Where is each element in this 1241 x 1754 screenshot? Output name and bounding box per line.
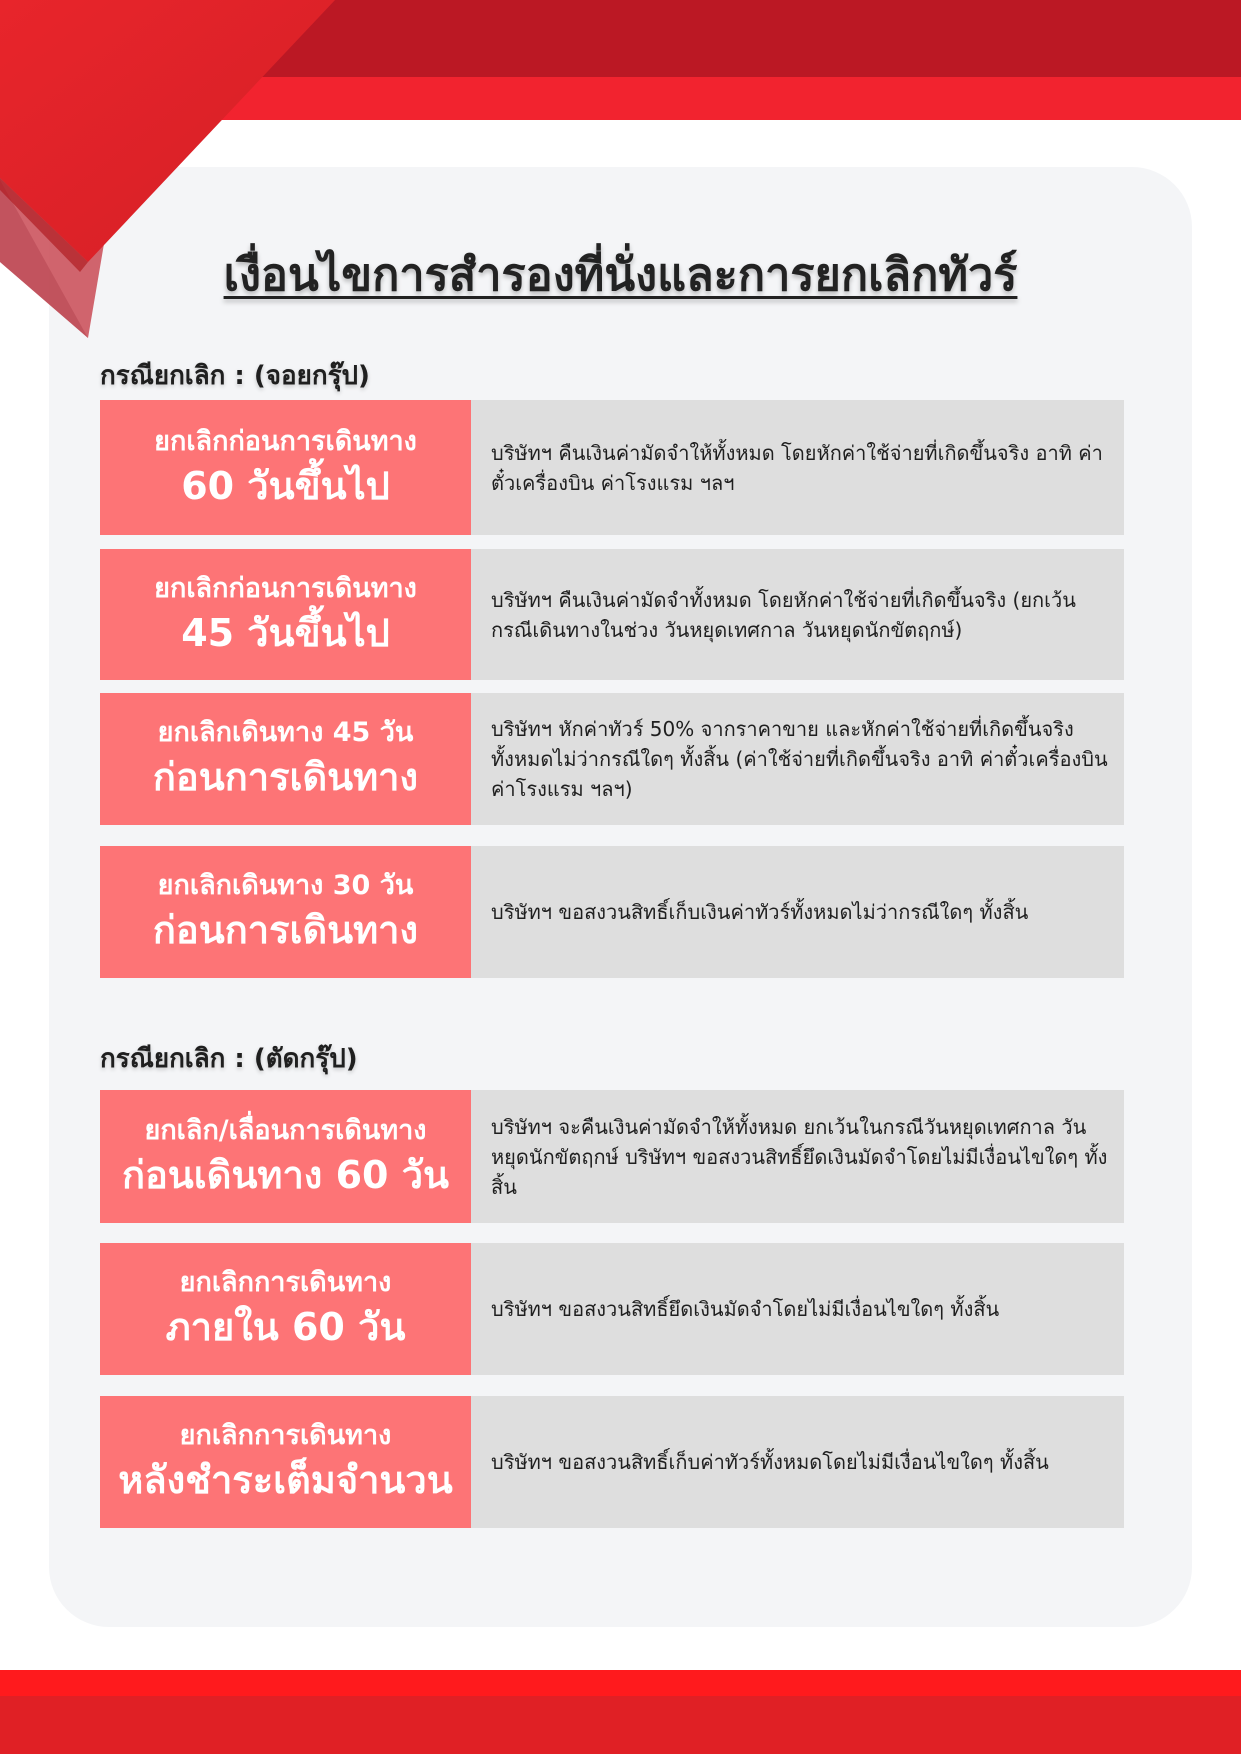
section-heading-join-group: กรณียกเลิก : (จอยกรุ๊ป)	[100, 361, 370, 391]
condition-label-line1: ยกเลิกเดินทาง 30 วัน	[157, 870, 414, 901]
condition-label-line1: ยกเลิกก่อนการเดินทาง	[154, 572, 417, 604]
condition-label-line1: ยกเลิกการเดินทาง	[179, 1420, 392, 1451]
condition-detail-box	[471, 693, 1124, 825]
condition-detail-box	[471, 846, 1124, 978]
condition-label-line2: ภายใน 60 วัน	[165, 1305, 406, 1349]
condition-label-box	[100, 549, 471, 680]
condition-label-box	[100, 400, 471, 535]
condition-row	[100, 846, 1124, 978]
condition-detail-text: บริษัทฯ ขอสงวนสิทธิ์ยึดเงินมัดจำโดยไม่มีเงื่อนไขใดๆ ทั้งสิ้น	[491, 1297, 1000, 1321]
condition-detail-text: บริษัทฯ หักค่าทัวร์ 50% จากราคาขาย และหักค่าใช้จ่ายที่เกิดขึ้นจริงทั้งหมดไม่ว่ากรณีใดๆ ทั้งสิ้น (ค่าใช้จ่ายที่เกิดขึ้นจริง อาทิ ค่าตั๋วเครื่องบิน ค่าโรงแรม ฯลฯ)	[491, 717, 1108, 801]
condition-label-line2: ก่อนเดินทาง 60 วัน	[121, 1152, 450, 1197]
condition-label-line2: 45 วันขึ้นไป	[181, 610, 390, 655]
condition-detail-text: บริษัทฯ ขอสงวนสิทธิ์เก็บเงินค่าทัวร์ทั้งหมดไม่ว่ากรณีใดๆ ทั้งสิ้น	[491, 900, 1029, 924]
condition-detail-box	[471, 1396, 1124, 1528]
condition-detail-box	[471, 549, 1124, 680]
condition-label-line1: ยกเลิก/เลื่อนการเดินทาง	[144, 1114, 427, 1146]
condition-label-line1: ยกเลิกการเดินทาง	[179, 1267, 392, 1298]
condition-label-box	[100, 1090, 471, 1223]
condition-row	[100, 400, 1124, 535]
condition-label-line1: ยกเลิกเดินทาง 45 วัน	[157, 717, 414, 748]
condition-label-line2: ก่อนการเดินทาง	[152, 908, 419, 952]
condition-detail-text: บริษัทฯ คืนเงินค่ามัดจำทั้งหมด โดยหักค่าใช้จ่ายที่เกิดขึ้นจริง (ยกเว้นกรณีเดินทางในช่วง วันหยุดเทศกาล วันหยุดนักขัตฤกษ์)	[491, 587, 1076, 642]
condition-row	[100, 693, 1124, 825]
condition-label-box	[100, 1243, 471, 1375]
condition-label-box	[100, 693, 471, 825]
condition-label-line2: 60 วันขึ้นไป	[181, 463, 390, 508]
condition-detail-box	[471, 400, 1124, 535]
condition-detail-box	[471, 1090, 1124, 1223]
condition-label-line2: ก่อนการเดินทาง	[152, 755, 419, 799]
condition-detail-box	[471, 1243, 1124, 1375]
condition-label-line2: หลังชำระเต็มจำนวน	[118, 1458, 453, 1502]
condition-label-box	[100, 1396, 471, 1528]
condition-label-box	[100, 846, 471, 978]
footer-band-light	[0, 1670, 1241, 1696]
condition-detail-text: บริษัทฯ ขอสงวนสิทธิ์เก็บค่าทัวร์ทั้งหมดโดยไม่มีเงื่อนไขใดๆ ทั้งสิ้น	[491, 1450, 1049, 1474]
condition-row	[100, 549, 1124, 680]
condition-label-line1: ยกเลิกก่อนการเดินทาง	[154, 425, 417, 457]
section-heading-private-group: กรณียกเลิก : (ตัดกรุ๊ป)	[100, 1044, 358, 1074]
condition-row	[100, 1396, 1124, 1528]
page-title: เงื่อนไขการสำรองที่นั่งและการยกเลิกทัวร์	[223, 248, 1018, 301]
condition-detail-text: บริษัทฯ คืนเงินค่ามัดจำให้ทั้งหมด โดยหักค่าใช้จ่ายที่เกิดขึ้นจริง อาทิ ค่าตั๋วเครื่องบิน ค่าโรงแรม ฯลฯ	[491, 440, 1103, 495]
footer-band-dark	[0, 1696, 1241, 1754]
condition-row	[100, 1243, 1124, 1375]
condition-detail-text: บริษัทฯ จะคืนเงินค่ามัดจำให้ทั้งหมด ยกเว้นในกรณีวันหยุดเทศกาล วันหยุดนักขัตฤกษ์ บริษัทฯ ขอสงวนสิทธิ์ยึดเงินมัดจำโดยไม่มีเงื่อนไขใดๆ ทั้งสิ้น	[491, 1114, 1108, 1199]
condition-row	[100, 1090, 1124, 1223]
